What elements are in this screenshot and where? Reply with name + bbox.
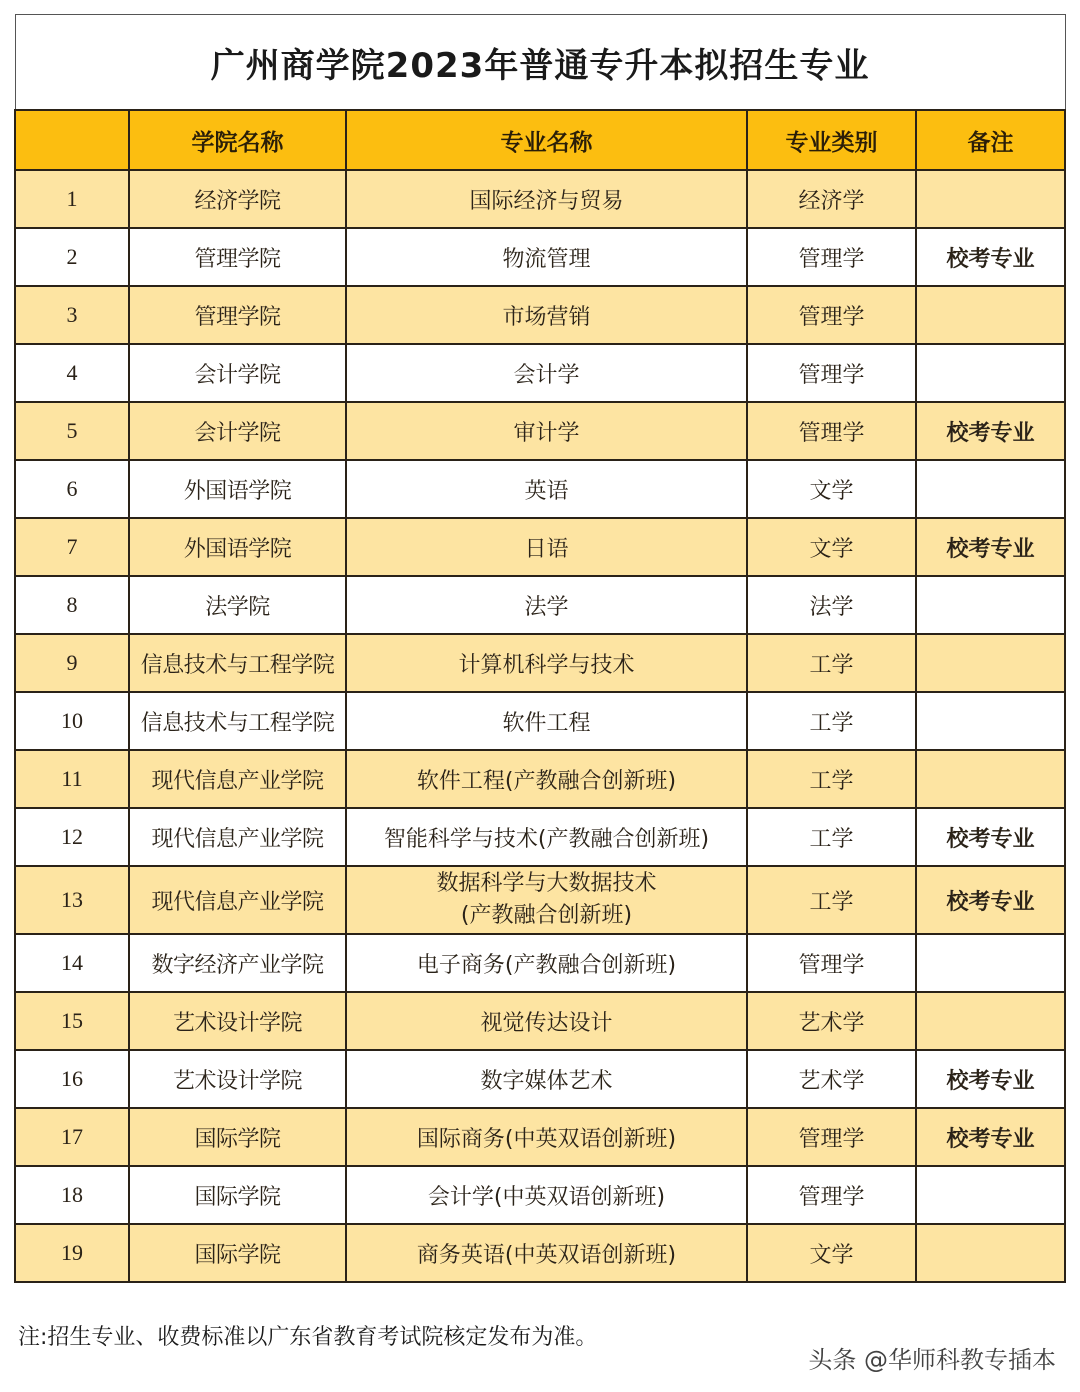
row-note: [916, 576, 1065, 634]
row-note: [916, 992, 1065, 1050]
table-row: [15, 750, 1065, 808]
college-name: 管理学院: [129, 228, 346, 286]
college-name: 艺术设计学院: [129, 1050, 346, 1108]
college-name: 国际学院: [129, 1166, 346, 1224]
row-note: [916, 344, 1065, 402]
table-row: [15, 286, 1065, 344]
row-note: [916, 634, 1065, 692]
header-major: 专业名称: [346, 110, 747, 170]
row-note: [916, 750, 1065, 808]
major-category: 管理学: [747, 344, 916, 402]
college-name: 艺术设计学院: [129, 992, 346, 1050]
major-category: 文学: [747, 460, 916, 518]
college-name: 法学院: [129, 576, 346, 634]
major-name-line1: 数据科学与大数据技术: [436, 871, 657, 896]
major-name: 软件工程(产教融合创新班): [346, 750, 747, 808]
major-name: [346, 866, 747, 934]
row-number: 17: [15, 1108, 129, 1166]
row-note: [916, 934, 1065, 992]
row-number: 6: [15, 460, 129, 518]
row-number: 2: [15, 228, 129, 286]
major-category: 管理学: [747, 1166, 916, 1224]
college-name: 现代信息产业学院: [129, 866, 346, 934]
footnote: 注:招生专业、收费标准以广东省教育考试院核定发布为准。: [18, 1325, 598, 1350]
major-name: 会计学: [346, 344, 747, 402]
major-name: 国际商务(中英双语创新班): [346, 1108, 747, 1166]
header-no: [15, 110, 129, 170]
college-name: 管理学院: [129, 286, 346, 344]
major-name: 物流管理: [346, 228, 747, 286]
row-number: 8: [15, 576, 129, 634]
table-row: [15, 228, 1065, 286]
major-name: 审计学: [346, 402, 747, 460]
table-body: [15, 170, 1065, 1282]
row-number: 4: [15, 344, 129, 402]
major-name: 日语: [346, 518, 747, 576]
college-name: 国际学院: [129, 1224, 346, 1282]
major-name: 视觉传达设计: [346, 992, 747, 1050]
major-name: 英语: [346, 460, 747, 518]
table-row: [15, 1166, 1065, 1224]
major-category: 工学: [747, 808, 916, 866]
major-category: 文学: [747, 1224, 916, 1282]
major-name: 数字媒体艺术: [346, 1050, 747, 1108]
table-row: [15, 1224, 1065, 1282]
table-row: [15, 934, 1065, 992]
major-name: 会计学(中英双语创新班): [346, 1166, 747, 1224]
major-category: 经济学: [747, 170, 916, 228]
table-row: [15, 402, 1065, 460]
major-category: 管理学: [747, 402, 916, 460]
college-name: 外国语学院: [129, 518, 346, 576]
row-number: 12: [15, 808, 129, 866]
row-note: [916, 286, 1065, 344]
table-row: [15, 576, 1065, 634]
college-name: 经济学院: [129, 170, 346, 228]
row-number: 7: [15, 518, 129, 576]
row-note: [916, 1166, 1065, 1224]
major-name: 法学: [346, 576, 747, 634]
major-category: 工学: [747, 634, 916, 692]
major-name: 计算机科学与技术: [346, 634, 747, 692]
header-college: 学院名称: [129, 110, 346, 170]
major-name: 商务英语(中英双语创新班): [346, 1224, 747, 1282]
row-number: 14: [15, 934, 129, 992]
major-category: 管理学: [747, 1108, 916, 1166]
row-note: [916, 692, 1065, 750]
college-name: 国际学院: [129, 1108, 346, 1166]
table-row: [15, 1108, 1065, 1166]
college-name: 会计学院: [129, 402, 346, 460]
major-name: 电子商务(产教融合创新班): [346, 934, 747, 992]
row-number: 3: [15, 286, 129, 344]
row-note: [916, 1224, 1065, 1282]
row-number: 1: [15, 170, 129, 228]
table-row: [15, 808, 1065, 866]
college-name: 数字经济产业学院: [129, 934, 346, 992]
row-note: 校考专业: [916, 518, 1065, 576]
college-name: 现代信息产业学院: [129, 750, 346, 808]
major-name: 软件工程: [346, 692, 747, 750]
row-note: [916, 170, 1065, 228]
row-number: 13: [15, 866, 129, 934]
row-note: 校考专业: [916, 1050, 1065, 1108]
major-category: 文学: [747, 518, 916, 576]
table-row: [15, 692, 1065, 750]
major-name: 智能科学与技术(产教融合创新班): [346, 808, 747, 866]
college-name: 外国语学院: [129, 460, 346, 518]
table-row: [15, 460, 1065, 518]
table-row: [15, 992, 1065, 1050]
table-row: [15, 518, 1065, 576]
table-row: [15, 634, 1065, 692]
row-note: 校考专业: [916, 1108, 1065, 1166]
major-category: 管理学: [747, 228, 916, 286]
major-category: 工学: [747, 750, 916, 808]
major-name: 国际经济与贸易: [346, 170, 747, 228]
row-note: 校考专业: [916, 866, 1065, 934]
major-category: 法学: [747, 576, 916, 634]
major-category: 艺术学: [747, 992, 916, 1050]
table-row: [15, 170, 1065, 228]
row-note: 校考专业: [916, 228, 1065, 286]
college-name: 会计学院: [129, 344, 346, 402]
watermark: 头条 @华师科教专插本: [808, 1346, 1056, 1374]
major-category: 艺术学: [747, 1050, 916, 1108]
major-name: 市场营销: [346, 286, 747, 344]
header-row: [15, 110, 1065, 170]
row-note: 校考专业: [916, 808, 1065, 866]
major-category: 工学: [747, 692, 916, 750]
row-number: 18: [15, 1166, 129, 1224]
college-name: 现代信息产业学院: [129, 808, 346, 866]
row-number: 5: [15, 402, 129, 460]
major-category: 管理学: [747, 286, 916, 344]
row-number: 9: [15, 634, 129, 692]
row-number: 16: [15, 1050, 129, 1108]
row-note: [916, 460, 1065, 518]
major-category: 管理学: [747, 934, 916, 992]
row-number: 11: [15, 750, 129, 808]
row-number: 19: [15, 1224, 129, 1282]
row-note: 校考专业: [916, 402, 1065, 460]
row-number: 15: [15, 992, 129, 1050]
majors-table: [14, 14, 1066, 1283]
table-row: [15, 866, 1065, 934]
major-category: 工学: [747, 866, 916, 934]
admissions-table-sheet: [14, 14, 1064, 1283]
row-number: 10: [15, 692, 129, 750]
major-name-line2: (产教融合创新班): [460, 903, 633, 928]
header-note: 备注: [916, 110, 1065, 170]
table-row: [15, 1050, 1065, 1108]
header-category: 专业类别: [747, 110, 916, 170]
college-name: 信息技术与工程学院: [129, 692, 346, 750]
table-row: [15, 344, 1065, 402]
college-name: 信息技术与工程学院: [129, 634, 346, 692]
table-title: 广州商学院2023年普通专升本拟招生专业: [15, 15, 1065, 111]
